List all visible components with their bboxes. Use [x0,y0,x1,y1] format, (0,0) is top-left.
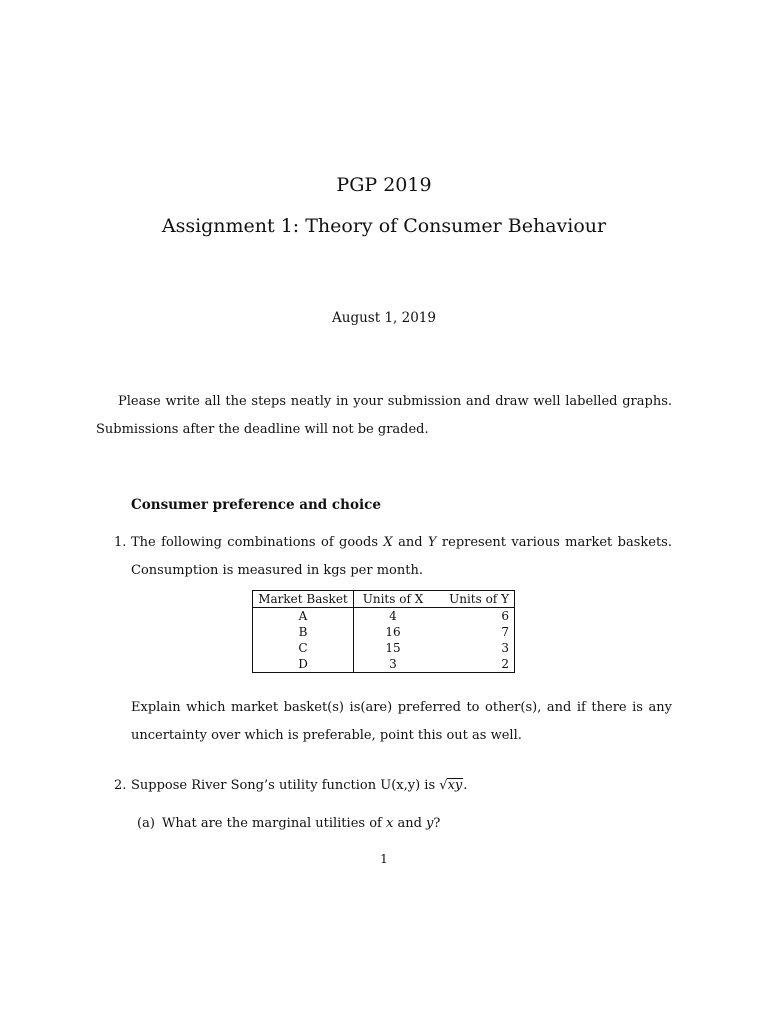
assignment-title: Assignment 1: Theory of Consumer Behaviour [161,215,607,237]
column-header-market-basket: Market Basket [253,591,354,608]
variable-y: Y [427,535,437,550]
section-heading: Consumer preference and choice [131,497,381,513]
units-x-cell: 3 [389,657,397,671]
basket-cell: C [253,640,354,656]
column-header-units-y: Units of Y [432,591,515,608]
units-y-cell: 7 [501,625,509,639]
table-row [253,624,515,640]
units-y-cell: 3 [501,641,509,655]
variable-x: x [385,816,394,831]
subquestion-a-text: What are the marginal utilities of x and y? [162,816,441,831]
page-number: 1 [380,852,388,866]
table-row [253,608,515,625]
basket-cell: A [253,608,354,625]
units-x-cell: 4 [389,609,397,623]
units-x-cell: 16 [385,625,401,639]
question-1-text: The following combinations of goods X and Y represent various market baskets. Consumption is measured in kgs per month. [131,535,672,578]
sqrt-symbol: √ [439,778,448,793]
market-basket-table [252,590,515,673]
sqrt-argument: xy [447,778,463,793]
question-1-explain: Explain which market basket(s) is(are) preferred to other(s), and if there is any uncertainty over which is preferable, point this out as well. [131,700,672,743]
subquestion-a-label: (a) [137,816,155,831]
column-header-units-x: Units of X [354,591,433,608]
question-1-number: 1. [114,535,127,550]
units-y-cell: 6 [501,609,509,623]
variable-x: X [383,535,393,550]
basket-cell: B [253,624,354,640]
units-y-cell: 2 [501,657,509,671]
table-header-row [253,591,515,608]
course-title: PGP 2019 [336,174,432,196]
instructions-paragraph: Please write all the steps neatly in your submission and draw well labelled graphs. Submissions after the deadline will not be graded. [96,394,672,437]
table-row [253,640,515,656]
document-date: August 1, 2019 [332,310,436,326]
question-2-text: Suppose River Song’s utility function U(x,y) is √xy. [131,778,468,793]
variable-y: y [426,816,434,831]
units-x-cell: 15 [385,641,401,655]
basket-cell: D [253,656,354,673]
table-row [253,656,515,673]
question-2-number: 2. [114,778,127,793]
